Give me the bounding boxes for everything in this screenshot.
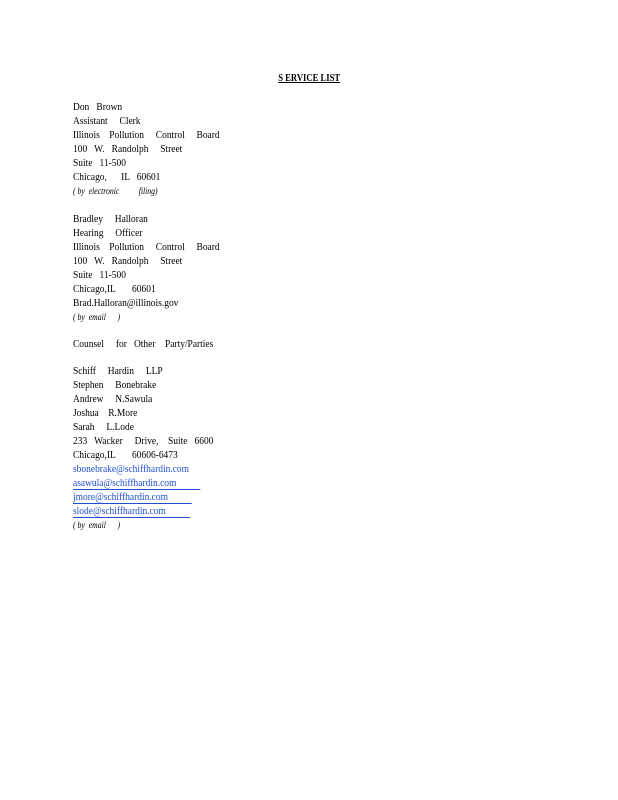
- recipient-city: Chicago,IL 60606-6473: [73, 449, 178, 461]
- recipient-organization: Illinois Pollution Control Board: [73, 129, 220, 141]
- recipient-attorney: Sarah L.Lode: [73, 421, 134, 433]
- page-title: [56, 73, 563, 84]
- email-link-slode[interactable]: slode@schiffhardin.com: [73, 505, 190, 518]
- recipient-suite: Suite 11-500: [73, 269, 126, 281]
- recipient-firm: Schiff Hardin LLP: [73, 365, 163, 377]
- email-link-jmore[interactable]: jmore@schiffhardin.com: [73, 491, 192, 504]
- recipient-attorney: Joshua R.More: [73, 407, 138, 419]
- delivery-method-note: ( by email ): [73, 520, 121, 530]
- recipient-attorney: Andrew N.Sawula: [73, 393, 153, 405]
- recipient-suite: Suite 11-500: [73, 157, 126, 169]
- recipient-city: Chicago,IL 60601: [73, 283, 156, 295]
- email-link-asawula[interactable]: asawula@schiffhardin.com: [73, 477, 200, 490]
- recipient-attorney: Stephen Bonebrake: [73, 379, 157, 391]
- recipient-don-brown: [73, 100, 433, 198]
- service-list-title: S ERVICE LIST: [278, 73, 341, 84]
- delivery-method-note: ( by email ): [73, 312, 121, 322]
- recipient-name: Don Brown: [73, 101, 123, 113]
- delivery-method-note: ( by electronic filing): [73, 186, 158, 196]
- recipient-street: 233 Wacker Drive, Suite 6600: [73, 435, 214, 447]
- email-link-sbonebrake[interactable]: sbonebrake@schiffhardin.com: [73, 463, 189, 475]
- recipient-schiff-hardin: [73, 364, 433, 532]
- section-heading: Counsel for Other Party/Parties: [73, 338, 214, 350]
- recipient-city: Chicago, IL 60601: [73, 171, 161, 183]
- section-heading-block: [73, 337, 433, 351]
- recipient-street: 100 W. Randolph Street: [73, 143, 183, 155]
- recipient-bradley-halloran: [73, 212, 433, 324]
- recipient-title: Hearing Officer: [73, 227, 143, 239]
- recipient-name: Bradley Halloran: [73, 213, 148, 225]
- recipient-email: Brad.Halloran@illinois.gov: [73, 297, 179, 309]
- recipient-street: 100 W. Randolph Street: [73, 255, 183, 267]
- recipient-title: Assistant Clerk: [73, 115, 141, 127]
- recipient-organization: Illinois Pollution Control Board: [73, 241, 220, 253]
